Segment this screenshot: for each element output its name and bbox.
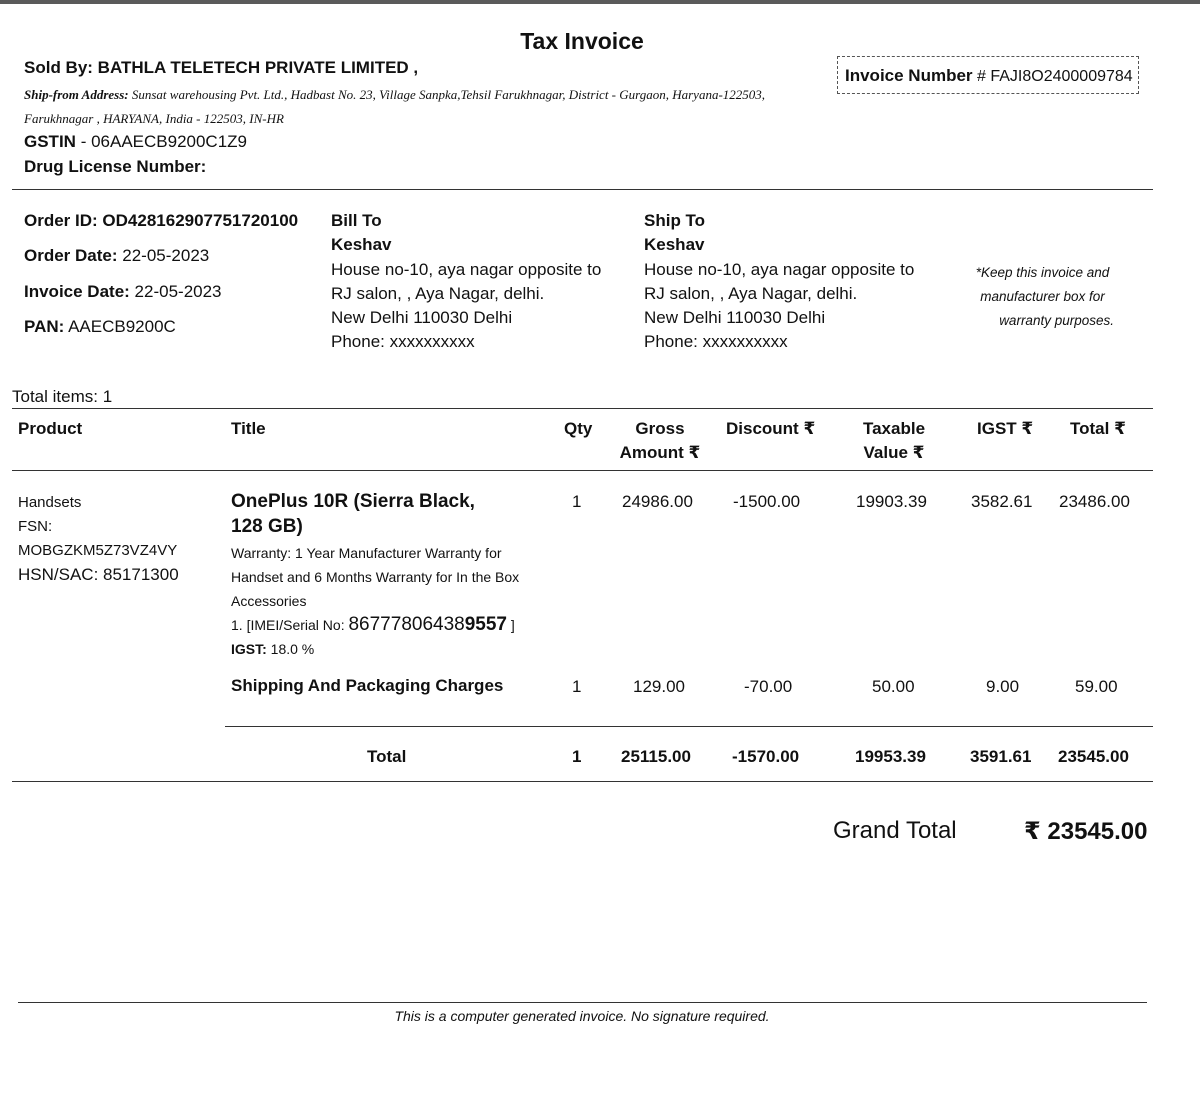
bill-to-heading: Bill To [331, 211, 382, 230]
sold-by: Sold By: BATHLA TELETECH PRIVATE LIMITED , [24, 58, 419, 77]
title-cell [231, 489, 551, 661]
warranty-note-line2: manufacturer box for [980, 289, 1105, 304]
shipping-discount: -70.00 [744, 677, 793, 696]
fsn-label: FSN: [18, 518, 53, 535]
ship-to-heading: Ship To [644, 211, 706, 230]
bill-to-line1: House no-10, aya nagar opposite to [331, 259, 602, 279]
warranty-note-line1: *Keep this invoice and [975, 265, 1110, 280]
header-taxable-value [834, 417, 954, 465]
header-product: Product [18, 419, 83, 438]
totals-label: Total [367, 747, 407, 766]
gstin-label: GSTIN [24, 132, 76, 151]
grand-total-label: Grand Total [833, 817, 957, 844]
ship-to-name: Keshav [644, 235, 705, 255]
hsn-sac: HSN/SAC: 85171300 [18, 565, 179, 584]
ship-from-value: Sunsat warehousing Pvt. Ltd., Hadbast No. 23, Village Sanpka,Tehsil Farukhnagar, District - Gurgaon, Haryana-122503, Farukhnagar , HARYANA, India - 122503, IN-HR [24, 87, 766, 126]
shipping-qty: 1 [572, 677, 582, 696]
igst-rate-label: IGST: [231, 641, 267, 657]
totals-total: 23545.00 [1058, 747, 1129, 766]
product-category: Handsets [18, 494, 82, 511]
bill-to-block [331, 209, 601, 355]
imei-main: 86777806438 [348, 614, 465, 635]
invoice-number-label: Invoice Number [845, 66, 973, 85]
header-gross-line1: Gross [635, 419, 685, 438]
total-items: Total items: 1 [12, 387, 113, 406]
totals-taxable: 19953.39 [855, 747, 926, 766]
item-title-line1: OnePlus 10R (Sierra Black, [231, 491, 475, 512]
warranty-line2: Handset and 6 Months Warranty for In the Box [231, 569, 520, 585]
invoice-number-value: # FAJI8O2400009784 [977, 68, 1133, 85]
invoice-number-box [837, 56, 1139, 94]
header-discount: Discount ₹ [726, 419, 816, 438]
igst-rate-line [231, 637, 551, 661]
pan-value: AAECB9200C [68, 317, 176, 336]
bill-to-name: Keshav [331, 235, 392, 255]
shipping-taxable: 50.00 [872, 677, 915, 696]
imei-prefix: 1. [IMEI/Serial No: [231, 617, 345, 633]
ship-to-line1: House no-10, aya nagar opposite to [644, 259, 915, 279]
order-date-label: Order Date: [24, 246, 118, 265]
invoice-date-label: Invoice Date: [24, 282, 130, 301]
item-total: 23486.00 [1059, 492, 1130, 511]
product-cell [18, 491, 179, 587]
ship-from-address [24, 83, 814, 131]
fsn-value: MOBGZKM5Z73VZ4VY [18, 542, 178, 559]
header-gross-amount [600, 417, 720, 465]
order-date-value: 22-05-2023 [122, 246, 210, 265]
ship-to-line3: New Delhi 110030 Delhi [644, 308, 826, 328]
table-header-line [12, 470, 1153, 471]
shipping-igst: 9.00 [986, 677, 1020, 696]
warranty-line3: Accessories [231, 593, 307, 609]
gstin-value: - 06AAECB9200C1Z9 [80, 132, 248, 151]
table-bottom-line [12, 781, 1153, 782]
ship-to-line2: RJ salon, , Aya Nagar, delhi. [644, 283, 858, 303]
header-igst: IGST ₹ [977, 419, 1034, 438]
shipping-gross: 129.00 [633, 677, 685, 696]
shipping-title: Shipping And Packaging Charges [231, 676, 504, 695]
header-qty: Qty [564, 419, 593, 438]
item-igst: 3582.61 [971, 492, 1033, 511]
totals-gross: 25115.00 [621, 747, 691, 766]
invoice-date-value: 22-05-2023 [134, 282, 222, 301]
bill-to-line3: New Delhi 110030 Delhi [331, 308, 513, 328]
imei-bold: 9557 [464, 614, 508, 635]
header-divider [12, 189, 1153, 190]
item-discount: -1500.00 [733, 492, 801, 511]
order-id [24, 211, 298, 231]
gstin [24, 132, 247, 152]
bill-to-phone: Phone: xxxxxxxxxx [331, 332, 475, 352]
order-date [24, 246, 209, 266]
ship-to-block [644, 209, 914, 355]
bill-to-line2: RJ salon, , Aya Nagar, delhi. [331, 283, 545, 303]
pan [24, 317, 176, 337]
header-total: Total ₹ [1070, 419, 1126, 438]
totals-discount: -1570.00 [732, 747, 800, 766]
header-title: Title [231, 419, 266, 438]
warranty-note-line3: warranty purposes. [999, 313, 1114, 328]
header-gross-line2: Amount ₹ [619, 443, 701, 462]
totals-top-line [225, 726, 1153, 727]
footer-divider [18, 1002, 1147, 1003]
item-qty: 1 [572, 492, 582, 511]
invoice-title: Tax Invoice [520, 28, 644, 54]
table-top-line [12, 408, 1153, 409]
footer-note: This is a computer generated invoice. No signature required. [394, 1008, 770, 1024]
pan-label: PAN: [24, 317, 65, 336]
totals-igst: 3591.61 [970, 747, 1032, 766]
item-gross: 24986.00 [622, 492, 693, 511]
item-taxable: 19903.39 [856, 492, 927, 511]
igst-rate-value: 18.0 % [270, 641, 315, 657]
grand-total-value: ₹ 23545.00 [1024, 818, 1148, 845]
warranty-line1: Warranty: 1 Year Manufacturer Warranty for [231, 545, 502, 561]
item-title-line2: 128 GB) [231, 516, 303, 537]
drug-license: Drug License Number: [24, 157, 207, 176]
order-id-label: Order ID: [24, 211, 98, 230]
imei-line [231, 613, 551, 637]
warranty-note [950, 261, 1135, 333]
invoice-date [24, 282, 222, 302]
ship-to-phone: Phone: xxxxxxxxxx [644, 332, 788, 352]
imei-suffix: ] [510, 617, 515, 633]
header-taxable-line2: Value ₹ [863, 443, 925, 462]
shipping-total: 59.00 [1075, 677, 1118, 696]
totals-qty: 1 [572, 747, 582, 766]
header-taxable-line1: Taxable [862, 419, 926, 438]
order-id-value: OD428162907751720100 [102, 211, 299, 230]
ship-from-label: Ship-from Address: [24, 87, 129, 102]
